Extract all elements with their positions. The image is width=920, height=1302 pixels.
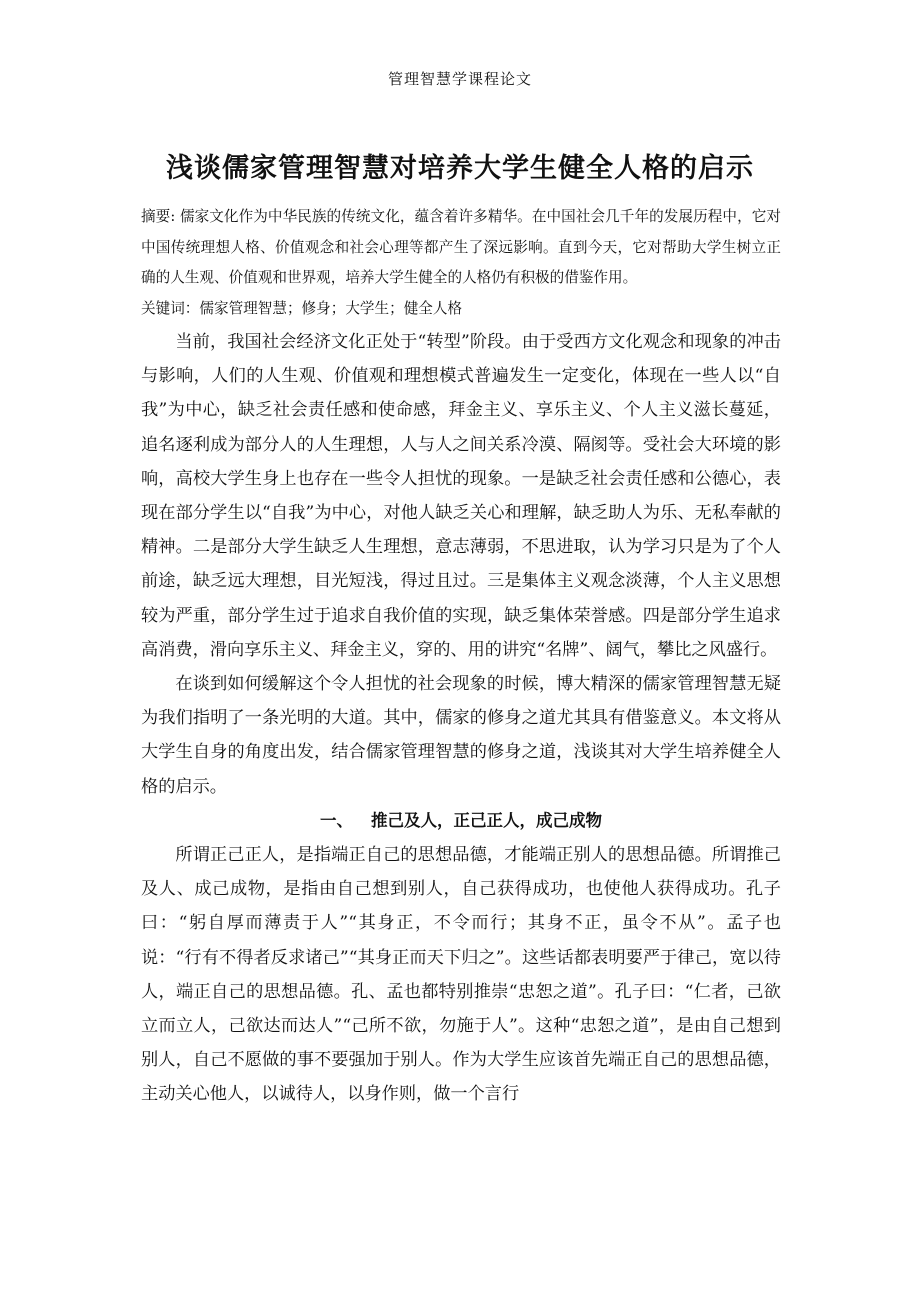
body-paragraph: 在谈到如何缓解这个令人担忧的社会现象的时候，博大精深的儒家管理智慧无疑为我们指明了一条光明的大道。其中，儒家的修身之道尤其具有借鉴意义。本文将从大学生自身的角度出发，结合儒家管理智慧的修身之道，浅谈其对大学生培养健全人格的启示。 [141,674,781,797]
body-paragraph: 当前，我国社会经济文化正处于“转型”阶段。由于受西方文化观念和现象的冲击与影响，人们的人生观、价值观和理想模式普遍发生一定变化，体现在一些人以“自我”为中心，缺乏社会责任感和使命感，拜金主义、享乐主义、个人主义滋长蔓延，追名逐利成为部分人的人生理想，人与人之间关系冷漠、隔阂等。受社会大环境的影响，高校大学生身上也存在一些令人担忧的现象。一是缺乏社会责任感和公德心，表现在部分学生以“自我”为中心，对他人缺乏关心和理解，缺乏助人为乐、无私奉献的精神。二是部分大学生缺乏人生理想，意志薄弱，不思进取，认为学习只是为了个人前途，缺乏远大理想，目光短浅，得过且过。三是集体主义观念淡薄，个人主义思想较为严重，部分学生过于追求自我价值的实现，缺乏集体荣誉感。四是部分学生追求高消费，滑向享乐主义、拜金主义，穿的、用的讲究“名牌”、阔气，攀比之风盛行。 [141,332,781,660]
body-paragraph: 所谓正己正人，是指端正自己的思想品德，才能端正别人的思想品德。所谓推己及人、成己成物，是指由自己想到别人，自己获得成功，也使他人获得成功。孔子曰：“躬自厚而薄责于人”“其身正，不令而行；其身不正，虽令不从”。孟子也说：“行有不得者反求诸己”“其身正而天下归之”。这些话都表明要严于律己，宽以待人，端正自己的思想品德。孔、孟也都特别推崇“忠恕之道”。孔子曰：“仁者，己欲立而立人，己欲达而达人”“己所不欲，勿施于人”。这种“忠恕之道”，是由自己想到别人，自己不愿做的事不要强加于别人。作为大学生应该首先端正自己的思想品德，主动关心他人，以诚待人，以身作则，做一个言行 [141,845,781,1105]
body-text [141,325,781,1112]
section-heading [141,804,781,838]
abstract-text: 摘要: 儒家文化作为中华民族的传统文化，蕴含着许多精华。在中国社会几千年的发展历程中，它对中国传统理想人格、价值观念和社会心理等都产生了深远影响。直到今天，它对帮助大学生树立正确的人生观、价值观和世界观，培养大学生健全的人格仍有积极的借鉴作用。 [141,208,781,286]
running-header: 管理智慧学课程论文 [387,70,532,88]
paper-title: 浅谈儒家管理智慧对培养大学生健全人格的启示 [166,153,754,184]
section-title: 推己及人，正己正人，成己成物 [371,810,602,830]
abstract-block [141,202,781,324]
keywords-text: 关键词：儒家管理智慧；修身；大学生；健全人格 [141,299,463,317]
section-number: 一、 [320,810,353,830]
